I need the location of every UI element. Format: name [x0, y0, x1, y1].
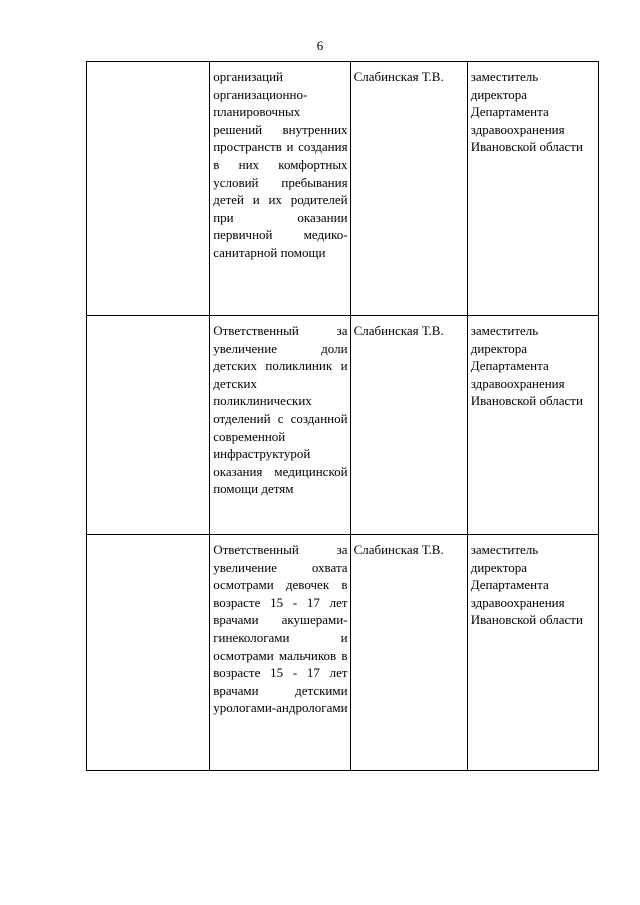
- task-text: Ответственный за увеличение доли детских поликлиник и детских поликлинических отделений с созданной современной инфраструктурой оказания медицинской помощи детям: [213, 323, 348, 497]
- position-cell: [467, 535, 598, 771]
- responsible-person-cell: [350, 316, 467, 535]
- responsible-person-cell: [350, 62, 467, 316]
- task-cell: [210, 316, 350, 535]
- task-text: организаций организационно-планировочных решений внутренних пространств и создания в них комфортных условий пребывания детей и их родителей при оказании первичной медико-санитарной помощи: [213, 69, 348, 260]
- empty-cell: [87, 62, 210, 316]
- task-cell: [210, 62, 350, 316]
- empty-cell: [87, 535, 210, 771]
- table-row: [87, 62, 599, 316]
- responsible-person: Слабинская Т.В.: [353, 542, 444, 557]
- position-cell: [467, 62, 598, 316]
- position-cell: [467, 316, 598, 535]
- responsible-person: Слабинская Т.В.: [353, 69, 444, 84]
- position-text: заместитель директора Департамента здравоохранения Ивановской области: [470, 69, 583, 155]
- responsible-person-cell: [350, 535, 467, 771]
- responsible-person: Слабинская Т.В.: [353, 323, 444, 338]
- table-row: [87, 535, 599, 771]
- table-row: [87, 316, 599, 535]
- page-number: 6: [316, 38, 324, 53]
- responsibility-table: [86, 61, 599, 771]
- task-cell: [210, 535, 350, 771]
- position-text: заместитель директора Департамента здравоохранения Ивановской области: [470, 323, 583, 409]
- position-text: заместитель директора Департамента здравоохранения Ивановской области: [470, 542, 583, 628]
- empty-cell: [87, 316, 210, 535]
- task-text: Ответственный за увеличение охвата осмотрами девочек в возрасте 15 - 17 лет врачами акушерами-гинекологами и осмотрами мальчиков в возрасте 15 - 17 лет врачами детскими урологами-андрологами: [213, 542, 348, 716]
